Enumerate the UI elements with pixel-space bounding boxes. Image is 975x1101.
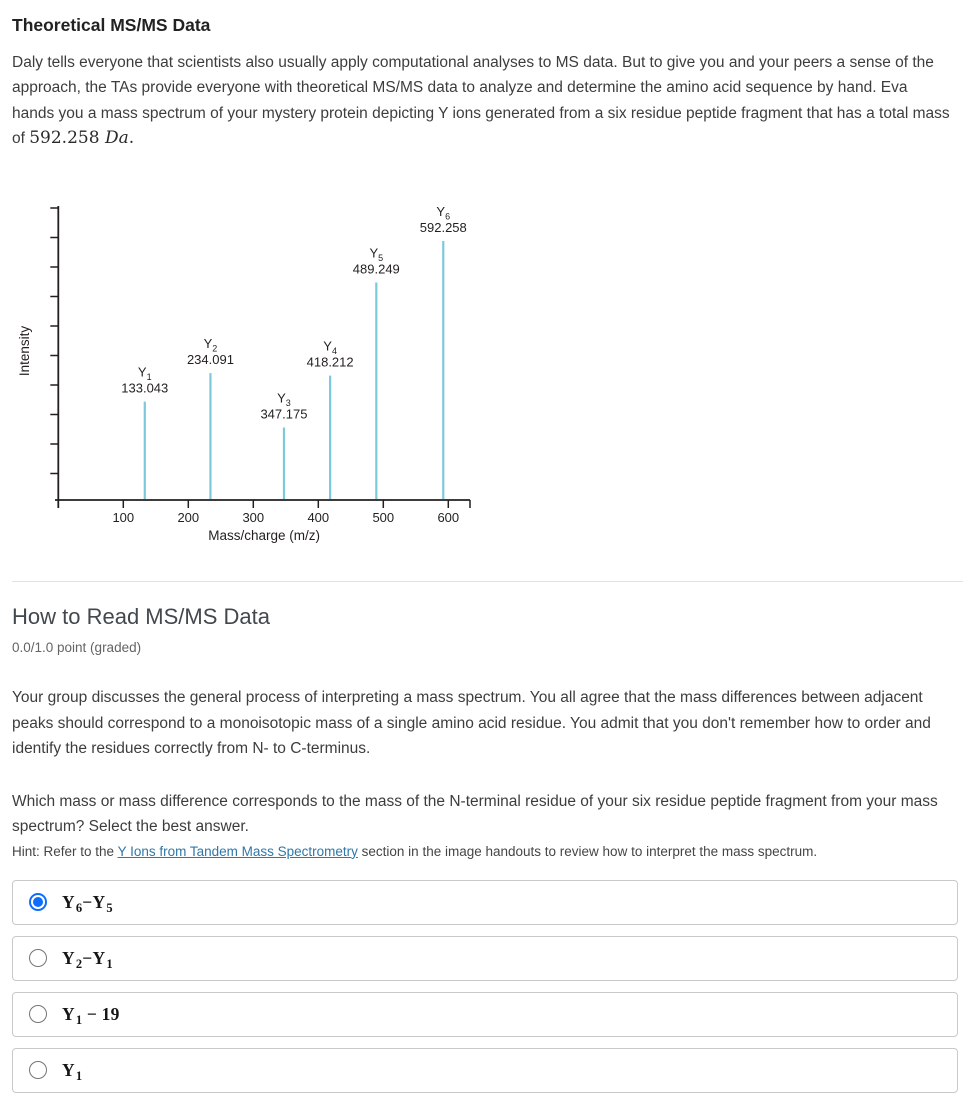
peak-mz-y6: 592.258: [419, 219, 467, 235]
answer-option-2[interactable]: [12, 936, 958, 981]
x-tick-label: 100: [112, 509, 135, 525]
peak-mz-y3: 347.175: [260, 406, 308, 422]
mass-spectrum-chart: [17, 193, 517, 553]
peak-mz-y2: 234.091: [186, 351, 234, 367]
section-heading: How to Read MS/MS Data: [12, 603, 270, 629]
intro-text: Daly tells everyone that scientists also usually apply computational analyses to MS data. But to give you and your peers a sense of the approach, the TAs provide everyone with theoretical MS/MS data to analyze and determine the amino acid sequence by hand. Eva hands you a mass spectrum of your mystery protein depicting Y ions generated from a six residue peptide fragment that has a total mass of: [12, 53, 950, 148]
page-title: Theoretical MS/MS Data: [12, 15, 211, 35]
answer-option-label: $Y_1 - 19$: [62, 1003, 120, 1027]
answer-option-3[interactable]: [12, 992, 958, 1037]
intro-paragraph: [12, 50, 950, 152]
x-tick-label: 400: [307, 509, 330, 525]
x-tick-label: 200: [177, 509, 200, 525]
section-divider: [12, 581, 963, 582]
peak-label-y1: $Y_1$: [137, 364, 152, 382]
radio-unselected-icon[interactable]: [29, 1005, 47, 1023]
peak-label-y3: $Y_3$: [277, 390, 291, 408]
x-axis-title: Mass/charge (m/z): [208, 527, 321, 543]
discussion-paragraph: Your group discusses the general process of interpreting a mass spectrum. You all agree that the mass differences between adjacent peaks should correspond to a monoisotopic mass of a single amino acid residue. You admit that you don't remember how to order and identify the residues correctly from N- to C-terminus.: [12, 689, 931, 758]
hint-link[interactable]: Y Ions from Tandem Mass Spectrometry: [117, 843, 358, 859]
answer-option-label: $Y_2-Y_1$: [62, 947, 113, 971]
hint-text: Hint: Refer to the Y Ions from Tandem Mass Spectrometry section in the image handouts to review how to interpret the mass spectrum.: [12, 843, 818, 859]
peak-label-y6: $Y_6$: [436, 203, 451, 222]
total-mass-value: 592.258 Da.: [29, 128, 135, 149]
answer-option-label: $Y_1$: [62, 1059, 83, 1083]
peak-mz-y5: 489.249: [352, 261, 400, 277]
radio-unselected-icon[interactable]: [29, 1061, 47, 1079]
peak-label-y5: $Y_5$: [369, 245, 384, 263]
y-axis-title: Intensity: [17, 325, 32, 376]
mass-unit: Da: [104, 128, 129, 149]
x-tick-label: 600: [437, 509, 460, 525]
x-tick-label: 300: [242, 509, 265, 525]
radio-selected-icon[interactable]: [29, 893, 47, 911]
peak-label-y4: $Y_4$: [323, 338, 337, 356]
points-label: 0.0/1.0 point (graded): [12, 640, 142, 656]
peak-label-y2: $Y_2$: [203, 335, 218, 354]
radio-unselected-icon[interactable]: [29, 949, 47, 967]
answer-options-list: [12, 880, 963, 1093]
peak-mz-y1: 133.043: [121, 380, 169, 396]
mass-spectrum-figure: [17, 193, 517, 553]
peak-mz-y4: 418.212: [306, 354, 354, 370]
answer-option-label: $Y_6-Y_5$: [62, 891, 113, 915]
x-tick-label: 500: [372, 509, 395, 525]
answer-option-4[interactable]: [12, 1048, 958, 1093]
answer-option-1[interactable]: [12, 880, 958, 925]
question-paragraph: Which mass or mass difference corresponds to the mass of the N-terminal residue of your six residue peptide fragment from your mass spectrum? Select the best answer.: [12, 792, 938, 836]
